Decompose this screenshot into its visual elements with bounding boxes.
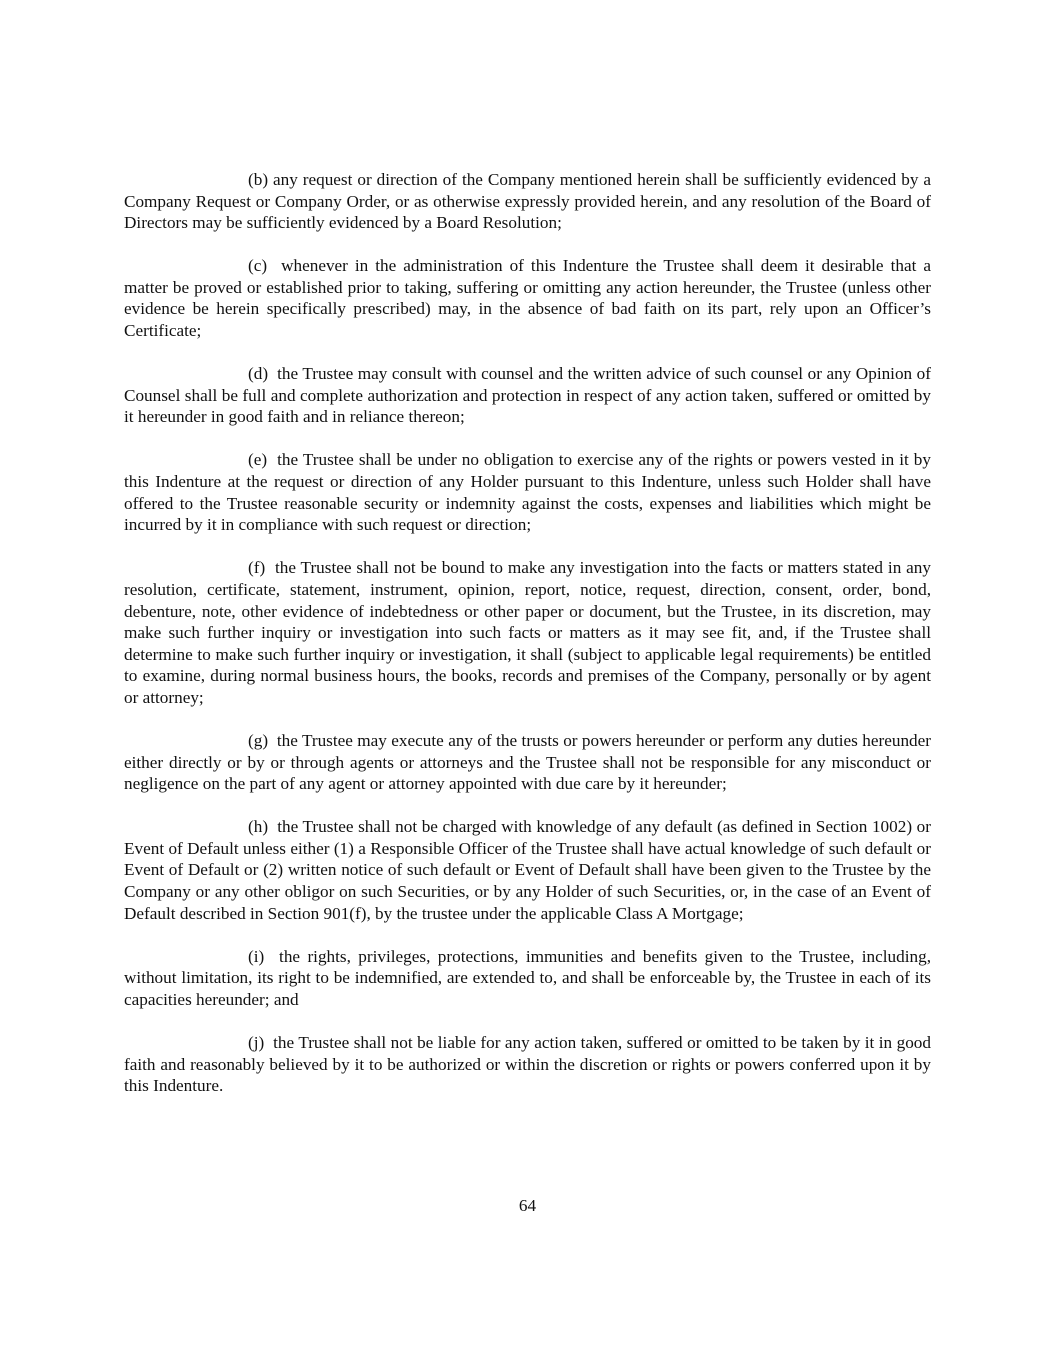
- paragraph-d: (d) the Trustee may consult with counsel and the written advice of such counsel or any Opinion of Counsel shall be full and complete authorization and protection in respect of any action taken, suffered or omitted by it hereunder in good faith and in reliance thereon;: [124, 364, 931, 427]
- paragraph-e: (e) the Trustee shall be under no obligation to exercise any of the rights or powers vested in it by this Indenture at the request or direction of any Holder pursuant to this Indenture, unless such Holder shall have offered to the Trustee reasonable security or indemnity against the costs, expenses and liabilities which might be incurred by it in compliance with such request or direction;: [124, 450, 931, 535]
- page-number: 64: [518, 1196, 537, 1215]
- paragraph-g: (g) the Trustee may execute any of the trusts or powers hereunder or perform any duties hereunder either directly or by or through agents or attorneys and the Trustee shall not be responsible for any misconduct or negligence on the part of any agent or attorney appointed with due care by it hereunder;: [124, 730, 931, 794]
- paragraph-b: (b) any request or direction of the Company mentioned herein shall be sufficiently evidenced by a Company Request or Company Order, or as otherwise expressly provided herein, and any resolution of the Board of Directors may be sufficiently evidenced by a Board Resolution;: [124, 170, 931, 233]
- document-body: [124, 169, 931, 1097]
- paragraph-i: (i) the rights, privileges, protections, immunities and benefits given to the Trustee, including, without limitation, its right to be indemnified, are extended to, and shall be enforceable by, the Trustee in each of its capacities hereunder; and: [124, 946, 931, 1009]
- paragraph-h: (h) the Trustee shall not be charged with knowledge of any default (as defined in Section 1002) or Event of Default unless either (1) a Responsible Officer of the Trustee shall have actual knowledge of such default or Event of Default or (2) written notice of such default or Event of Default shall have been given to the Trustee by the Company or any other obligor on such Securities, or by any Holder of such Securities, or, in the case of an Event of Default described in Section 901(f), by the trustee under the applicable Class A Mortgage;: [124, 817, 931, 923]
- paragraph-c: (c) whenever in the administration of this Indenture the Trustee shall deem it desirable that a matter be proved or established prior to taking, suffering or omitting any action hereunder, the Trustee (unless other evidence be herein specifically prescribed) may, in the absence of bad faith on its part, rely upon an Officer’s Certificate;: [124, 256, 931, 341]
- paragraph-f: (f) the Trustee shall not be bound to make any investigation into the facts or matters stated in any resolution, certificate, statement, instrument, opinion, report, notice, request, direction, consent, order, bond, debenture, note, other evidence of indebtedness or other paper or document, but the Trustee, in its discretion, may make such further inquiry or investigation into such facts or matters as it may see fit, and, if the Trustee shall determine to make such further inquiry or investigation, it shall (subject to applicable legal requirements) be entitled to examine, during normal business hours, the books, records and premises of the Company, personally or by agent or attorney;: [124, 558, 931, 707]
- paragraph-j: (j) the Trustee shall not be liable for any action taken, suffered or omitted to be taken by it in good faith and reasonably believed by it to be authorized or within the discretion or rights or powers conferred upon it by this Indenture.: [124, 1033, 931, 1096]
